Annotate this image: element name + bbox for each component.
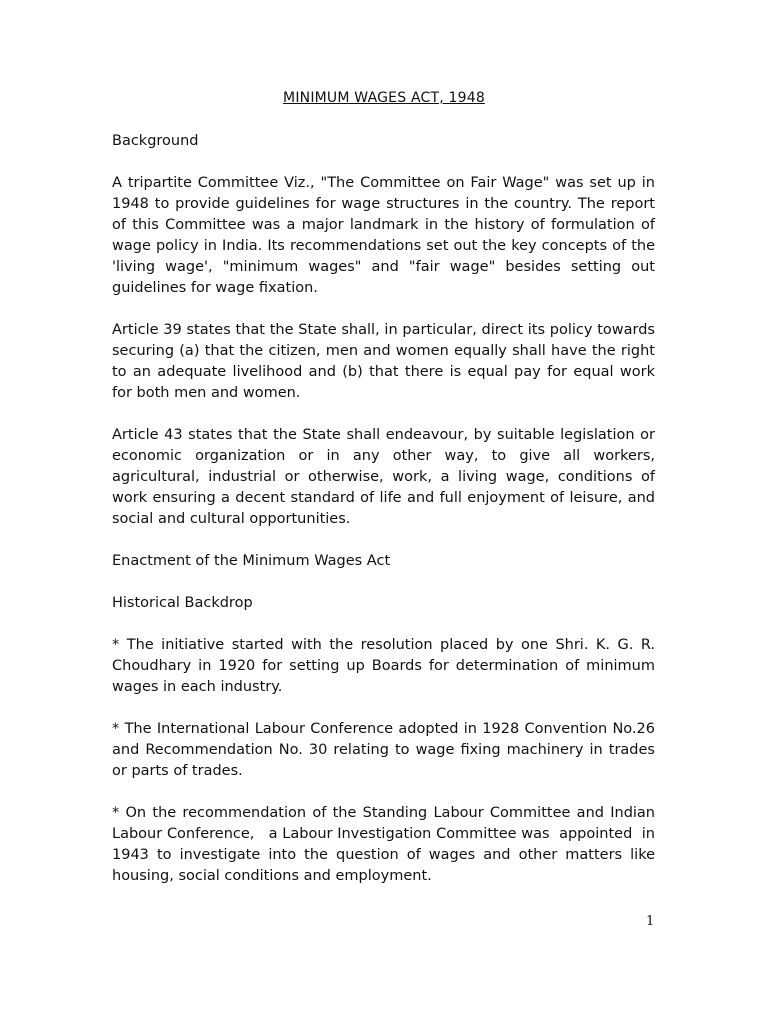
enactment-heading: Enactment of the Minimum Wages Act [112, 553, 391, 569]
document-title: MINIMUM WAGES ACT, 1948 [283, 90, 485, 106]
background-paragraph-2: Article 39 states that the State shall, in particular, direct its policy towards securing (a) that the citizen, men and women equally shall have the right to an adequate livelihood and (b) that there is equal pay for equal work for both men and women. [112, 322, 655, 401]
backdrop-bullet-3: * On the recommendation of the Standing Labour Committee and Indian Labour Conference, a Labour Investigation Committee was appointed in 1943 to investigate into the question of wages and other matters like housing, social conditions and employment. [112, 805, 660, 884]
historical-backdrop-heading: Historical Backdrop [112, 595, 253, 611]
spacer [112, 530, 655, 551]
backdrop-bullet-2: * The International Labour Conference adopted in 1928 Convention No.26 and Recommendation No. 30 relating to wage fixing machinery in trades or parts of trades. [112, 721, 655, 779]
document-body [112, 131, 660, 887]
background-paragraph-1: A tripartite Committee Viz., "The Committee on Fair Wage" was set up in 1948 to provide guidelines for wage structures in the country. The report of this Committee was a major landmark in the history of formulation of wage policy in India. Its recommendations set out the key concepts of the 'living wage', "minimum wages" and "fair wage" besides setting out guidelines for wage fixation. [112, 175, 655, 296]
spacer [112, 299, 655, 320]
page-number: 1 [646, 914, 655, 929]
spacer [112, 782, 655, 803]
spacer [112, 698, 655, 719]
background-paragraph-3: Article 43 states that the State shall endeavour, by suitable legislation or economic organization or in any other way, to give all workers, agricultural, industrial or otherwise, work, a living wage, conditions of work ensuring a decent standard of life and full enjoyment of leisure, and social and cultural opportunities. [112, 427, 655, 527]
spacer [112, 614, 655, 635]
background-heading: Background [112, 133, 199, 149]
spacer [112, 152, 655, 173]
backdrop-bullet-1: * The initiative started with the resolution placed by one Shri. K. G. R. Choudhary in 1920 for setting up Boards for determination of minimum wages in each industry. [112, 637, 655, 695]
spacer [112, 572, 655, 593]
spacer [112, 404, 655, 425]
